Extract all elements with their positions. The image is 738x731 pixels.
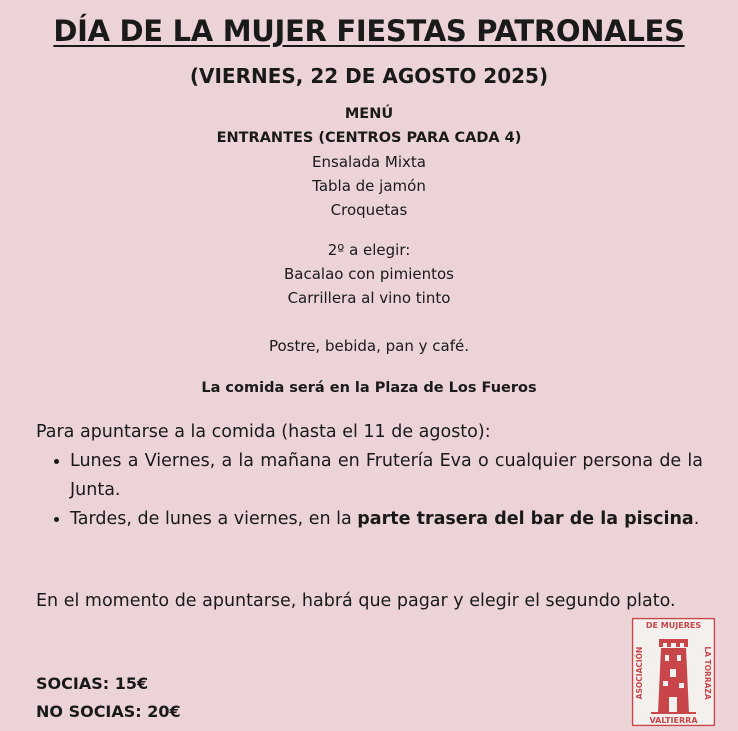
price-non-members: NO SOCIAS: 20€ (36, 702, 181, 721)
page-title: DÍA DE LA MUJER FIESTAS PATRONALES (53, 14, 685, 48)
signup-location-bold: parte trasera del bar de la piscina (357, 509, 694, 529)
starters-heading: ENTRANTES (CENTROS PARA CADA 4) (216, 130, 522, 146)
logo-text-bottom: VALTIERRA (649, 716, 698, 725)
menu-heading: MENÚ (344, 106, 394, 122)
price-members: SOCIAS: 15€ (36, 674, 149, 693)
payment-note: En el momento de apuntarse, habrá que pagar y elegir el segundo plato. (36, 591, 676, 611)
second-course-heading: 2º a elegir: (327, 241, 411, 259)
signup-list (36, 447, 703, 534)
event-date: (VIERNES, 22 DE AGOSTO 2025) (189, 64, 549, 88)
starter-item: Ensalada Mixta (312, 153, 426, 171)
signup-bullet-morning: • Lunes a Viernes, a la mañana en Frutería Eva o cualquier persona de la Junta. (70, 447, 703, 505)
starter-item: Croquetas (330, 201, 408, 219)
second-course-section (0, 238, 738, 310)
logo-text-right: LA TORRAZA (703, 646, 712, 700)
menu-section (0, 102, 738, 222)
association-logo (631, 617, 716, 727)
event-location: La comida será en la Plaza de Los Fueros (201, 380, 537, 396)
extras-section (0, 334, 738, 358)
signup-bullet-afternoon (70, 505, 703, 534)
starter-item: Tabla de jamón (312, 177, 426, 195)
signup-section (36, 418, 703, 534)
tower-logo-icon (631, 617, 716, 727)
signup-bullet-text: Tardes, de lunes a viernes, en la (70, 509, 358, 529)
second-course-option: Carrillera al vino tinto (287, 289, 451, 307)
signup-bullet-end: . (693, 509, 700, 529)
logo-text-left: ASOCIACIÓN (635, 646, 644, 700)
menu-extras: Postre, bebida, pan y café. (268, 337, 470, 355)
logo-text-top: DE MUJERES (645, 621, 702, 630)
signup-intro: Para apuntarse a la comida (hasta el 11 de agosto): (36, 422, 491, 442)
second-course-option: Bacalao con pimientos (283, 265, 454, 283)
